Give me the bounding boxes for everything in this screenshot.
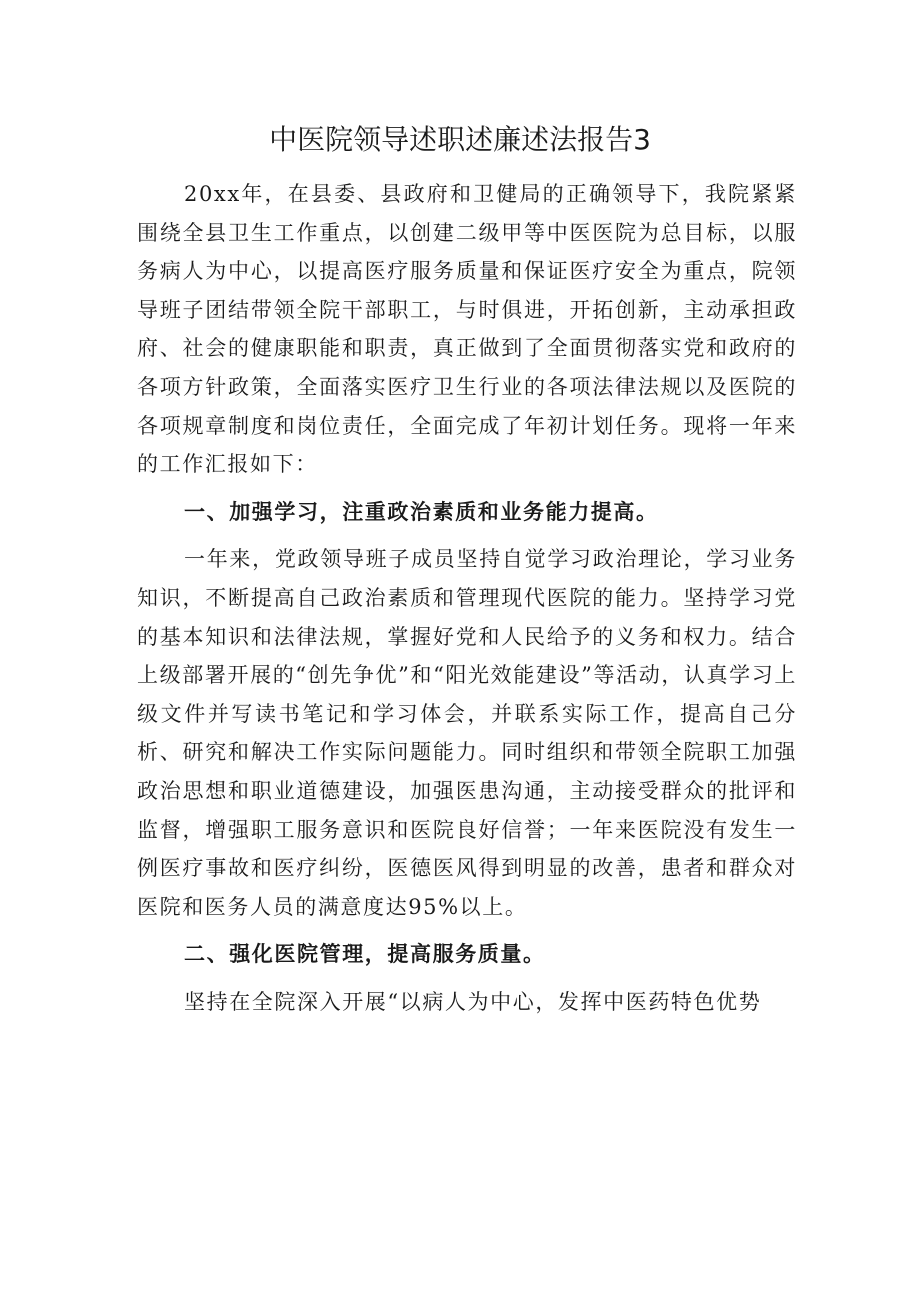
document-body xyxy=(137,175,797,1021)
intro-paragraph: 20xx年，在县委、县政府和卫健局的正确领导下，我院紧紧围绕全县卫生工作重点，以创建二级甲等中医医院为总目标，以服务病人为中心，以提高医疗服务质量和保证医疗安全为重点，院领导班子团结带领全院干部职工，与时俱进，开拓创新，主动承担政府、社会的健康职能和职责，真正做到了全面贯彻落实党和政府的各项方针政策，全面落实医疗卫生行业的各项法律法规以及医院的各项规章制度和岗位责任，全面完成了年初计划任务。现将一年来的工作汇报如下： xyxy=(137,182,797,477)
spacer xyxy=(137,531,797,540)
section-2-heading: 二、强化医院管理，提高服务质量。 xyxy=(184,942,546,967)
document-title: 中医院领导述职述廉述法报告3 xyxy=(269,123,651,156)
section-2-paragraph: 坚持在全院深入开展“以病人为中心，发挥中医药特色优势 xyxy=(184,989,762,1014)
spacer xyxy=(137,484,797,493)
section-1-heading: 一、加强学习，注重政治素质和业务能力提高。 xyxy=(184,499,659,524)
section-1-paragraph: 一年来，党政领导班子成员坚持自觉学习政治理论，学习业务知识，不断提高自己政治素质和管理现代医院的能力。坚持学习党的基本知识和法律法规，掌握好党和人民给予的义务和权力。结合上级部署开展的“创先争优”和“阳光效能建设”等活动，认真学习上级文件并写读书笔记和学习体会，并联系实际工作，提高自己分析、研究和解决工作实际问题能力。同时组织和带领全院职工加强政治思想和职业道德建设，加强医患沟通，主动接受群众的批评和监督，增强职工服务意识和医院良好信誉；一年来医院没有发生一例医疗事故和医疗纠纷，医德医风得到明显的改善，患者和群众对医院和医务人员的满意度达95%以上。 xyxy=(137,547,797,919)
spacer xyxy=(137,926,797,935)
spacer xyxy=(137,974,797,983)
